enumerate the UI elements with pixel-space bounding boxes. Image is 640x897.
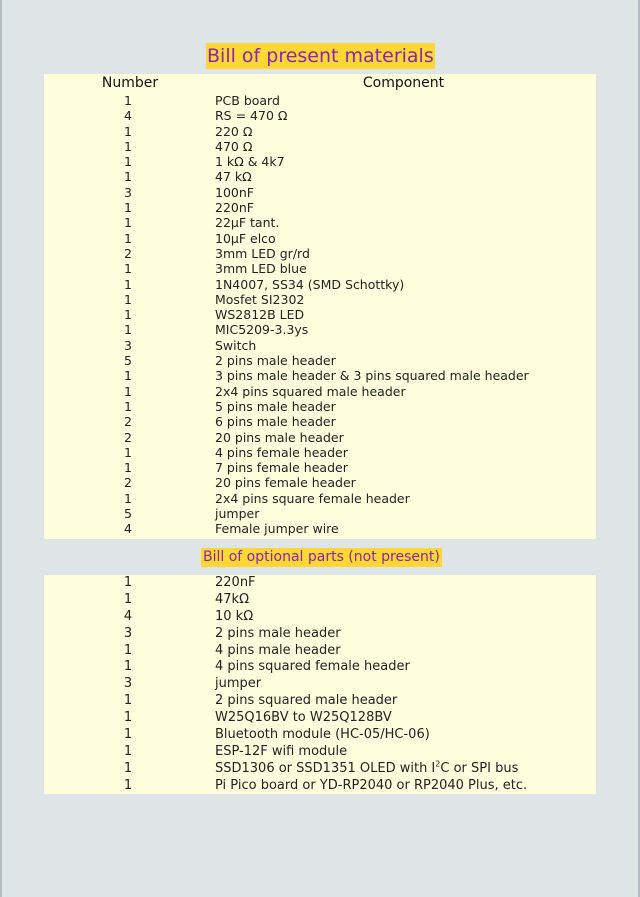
component-cell: 5 pins male header xyxy=(215,398,336,414)
table-row xyxy=(44,322,596,337)
quantity-cell: 4 xyxy=(123,608,133,624)
quantity-cell: 1 xyxy=(123,642,133,658)
present-rows xyxy=(44,93,596,537)
component-cell: 2 pins male header xyxy=(215,353,336,369)
table-row xyxy=(44,231,596,246)
table-row xyxy=(44,761,596,778)
table-row xyxy=(44,744,596,761)
quantity-cell: 1 xyxy=(123,760,133,776)
quantity-cell: 2 xyxy=(124,429,132,445)
table-row xyxy=(44,659,596,676)
component-cell: 2 pins squared male header xyxy=(215,693,398,709)
component-cell: 10 kΩ xyxy=(215,608,254,624)
component-cell: Switch xyxy=(215,337,257,353)
optional-parts-title: Bill of optional parts (not present) xyxy=(203,549,440,565)
component-cell: 6 pins male header xyxy=(215,414,336,430)
quantity-cell: 1 xyxy=(124,154,132,170)
component-cell: 2 pins male header xyxy=(215,625,341,641)
table-row xyxy=(44,292,596,307)
component-column-header: Component xyxy=(362,75,445,91)
component-cell: jumper xyxy=(215,676,262,692)
quantity-cell: 1 xyxy=(124,215,132,231)
component-cell: MIC5209-3.3ys xyxy=(215,322,309,338)
table-row xyxy=(44,261,596,276)
component-cell: Bluetooth module (HC-05/HC-06) xyxy=(215,727,430,743)
component-cell: jumper xyxy=(215,506,260,522)
table-row xyxy=(44,353,596,368)
quantity-cell: 1 xyxy=(123,743,133,759)
table-row xyxy=(44,215,596,230)
quantity-cell: 5 xyxy=(124,353,132,369)
component-cell: 22µF tant. xyxy=(215,215,280,231)
component-cell: 220nF xyxy=(215,575,256,590)
component-text-tail: C or SPI bus xyxy=(440,760,519,776)
table-row xyxy=(44,521,596,536)
quantity-cell: 4 xyxy=(124,108,132,124)
component-cell: 4 pins female header xyxy=(215,444,348,460)
component-cell: W25Q16BV to W25Q128BV xyxy=(215,710,392,726)
component-cell: 3mm LED blue xyxy=(215,261,307,277)
table-row xyxy=(44,626,596,643)
table-row xyxy=(44,778,596,795)
table-row xyxy=(44,139,596,154)
component-cell: 1N4007, SS34 (SMD Schottky) xyxy=(215,276,405,292)
table-row xyxy=(44,643,596,660)
quantity-cell: 1 xyxy=(123,693,133,709)
component-cell: RS = 470 Ω xyxy=(215,108,288,124)
quantity-cell: 2 xyxy=(124,475,132,491)
component-cell: 470 Ω xyxy=(215,138,253,154)
quantity-cell: 2 xyxy=(124,414,132,430)
table-row xyxy=(44,108,596,123)
quantity-cell: 1 xyxy=(123,575,133,590)
component-text: SSD1306 or SSD1351 OLED with I xyxy=(215,760,436,776)
quantity-cell: 1 xyxy=(124,123,132,139)
component-cell: 10µF elco xyxy=(215,230,276,246)
component-cell: 20 pins female header xyxy=(215,475,356,491)
table-row xyxy=(44,727,596,744)
component-cell: 220 Ω xyxy=(215,123,253,139)
quantity-cell: 1 xyxy=(124,200,132,216)
component-cell: 7 pins female header xyxy=(215,460,348,476)
table-row xyxy=(44,460,596,475)
component-cell: 2x4 pins square female header xyxy=(215,490,410,506)
table-header xyxy=(44,74,596,93)
quantity-cell: 1 xyxy=(124,398,132,414)
quantity-cell: 3 xyxy=(123,676,133,692)
component-cell: 4 pins male header xyxy=(215,642,341,658)
table-row xyxy=(44,384,596,399)
quantity-cell: 1 xyxy=(124,368,132,384)
table-row xyxy=(44,185,596,200)
quantity-cell: 2 xyxy=(124,245,132,261)
table-row xyxy=(44,277,596,292)
quantity-cell: 1 xyxy=(123,777,133,793)
present-materials-table xyxy=(44,74,596,539)
quantity-cell: 4 xyxy=(124,521,132,537)
table-row xyxy=(44,399,596,414)
quantity-cell: 1 xyxy=(123,710,133,726)
component-cell: Pi Pico board or YD-RP2040 or RP2040 Plus, etc. xyxy=(215,777,528,793)
table-row xyxy=(44,575,596,592)
table-row xyxy=(44,338,596,353)
component-cell: 1 kΩ & 4k7 xyxy=(215,154,285,170)
component-cell: Female jumper wire xyxy=(215,521,339,537)
table-row xyxy=(44,246,596,261)
quantity-cell: 1 xyxy=(124,276,132,292)
quantity-cell: 3 xyxy=(124,337,132,353)
quantity-cell: 1 xyxy=(123,727,133,743)
quantity-cell: 1 xyxy=(124,93,132,108)
page xyxy=(2,0,638,897)
component-cell: PCB board xyxy=(215,93,280,108)
component-cell: Mosfet SI2302 xyxy=(215,291,305,307)
table-row xyxy=(44,93,596,108)
component-cell: 3 pins male header & 3 pins squared male header xyxy=(215,368,529,384)
quantity-cell: 1 xyxy=(124,383,132,399)
table-row xyxy=(44,445,596,460)
table-row xyxy=(44,609,596,626)
table-row xyxy=(44,124,596,139)
present-materials-title: Bill of present materials xyxy=(207,45,434,67)
number-column-header: Number xyxy=(101,75,159,91)
component-cell xyxy=(212,761,518,778)
component-cell: WS2812B LED xyxy=(215,307,305,323)
quantity-cell: 3 xyxy=(124,184,132,200)
component-cell: 47 kΩ xyxy=(215,169,252,185)
table-row xyxy=(44,200,596,215)
table-row xyxy=(44,693,596,710)
quantity-cell: 1 xyxy=(124,322,132,338)
table-row xyxy=(44,368,596,383)
component-cell: 100nF xyxy=(215,184,254,200)
table-row xyxy=(44,307,596,322)
quantity-cell: 1 xyxy=(124,490,132,506)
component-cell: ESP-12F wifi module xyxy=(215,743,348,759)
table-row xyxy=(44,491,596,506)
table-row xyxy=(44,506,596,521)
component-cell: 3mm LED gr/rd xyxy=(215,245,310,261)
table-row xyxy=(44,154,596,169)
quantity-cell: 3 xyxy=(123,625,133,641)
quantity-cell: 1 xyxy=(123,591,133,607)
quantity-cell: 1 xyxy=(124,261,132,277)
table-row xyxy=(44,710,596,727)
table-row xyxy=(44,676,596,693)
table-row xyxy=(44,169,596,184)
table-row xyxy=(44,592,596,609)
quantity-cell: 1 xyxy=(124,460,132,476)
quantity-cell: 1 xyxy=(124,230,132,246)
component-cell: 2x4 pins squared male header xyxy=(215,383,406,399)
component-cell: 20 pins male header xyxy=(215,429,344,445)
table-row xyxy=(44,475,596,490)
quantity-cell: 1 xyxy=(124,138,132,154)
quantity-cell: 1 xyxy=(124,169,132,185)
component-cell: 47kΩ xyxy=(215,591,250,607)
quantity-cell: 1 xyxy=(123,659,133,675)
optional-parts-table xyxy=(44,575,596,794)
quantity-cell: 5 xyxy=(124,506,132,522)
table-row xyxy=(44,414,596,429)
component-cell: 4 pins squared female header xyxy=(215,659,410,675)
table-row xyxy=(44,430,596,445)
component-cell: 220nF xyxy=(215,200,254,216)
quantity-cell: 1 xyxy=(124,291,132,307)
superscript: 2 xyxy=(435,759,441,769)
quantity-cell: 1 xyxy=(124,444,132,460)
quantity-cell: 1 xyxy=(124,307,132,323)
optional-rows xyxy=(44,575,596,795)
